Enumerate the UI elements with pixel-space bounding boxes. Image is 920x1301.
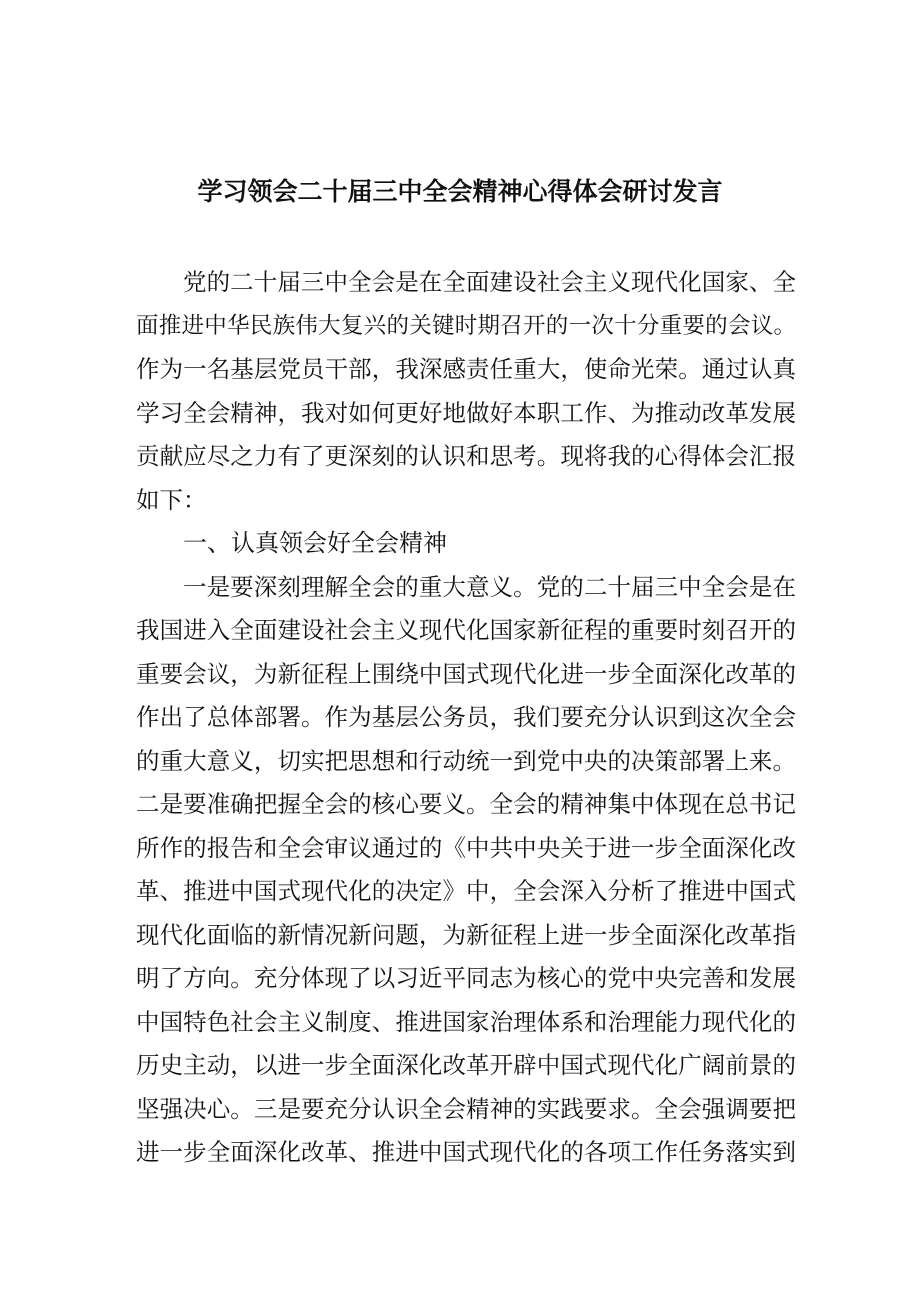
section-heading: 一、认真领会好全会精神 (183, 529, 447, 557)
paragraph-line: 重要会议，为新征程上围绕中国式现代化进一步全面深化改革的 (136, 659, 796, 688)
paragraph-line: 所作的报告和全会审议通过的《中共中央关于进一步全面深化改 (136, 833, 796, 862)
paragraph-line: 历史主动，以进一步全面深化改革开辟中国式现代化广阔前景的 (136, 1051, 796, 1079)
paragraph-line: 如下： (136, 485, 207, 514)
paragraph-line: 的重大意义，切实把思想和行动统一到党中央的决策部署上来。 (136, 746, 796, 775)
paragraph-line: 二是要准确把握全会的核心要义。全会的精神集中体现在总书记 (136, 790, 796, 818)
paragraph-line: 现代化面临的新情况新问题，为新征程上进一步全面深化改革指 (136, 920, 796, 949)
paragraph-line: 面推进中华民族伟大复兴的关键时期召开的一次十分重要的会议。 (136, 312, 796, 339)
document-body (136, 261, 796, 1175)
paragraph-line: 明了方向。充分体现了以习近平同志为核心的党中央完善和发展 (136, 964, 796, 992)
paragraph-line: 作出了总体部署。作为基层公务员，我们要充分认识到这次全会 (136, 703, 796, 731)
paragraph-line: 党的二十届三中全会是在全面建设社会主义现代化国家、全 (183, 268, 796, 296)
document-title: 学习领会二十届三中全会精神心得体会研讨发言 (197, 177, 723, 206)
paragraph-line: 我国进入全面建设社会主义现代化国家新征程的重要时刻召开的 (136, 616, 796, 644)
paragraph-line: 中国特色社会主义制度、推进国家治理体系和治理能力现代化的 (136, 1007, 796, 1036)
paragraph-line: 坚强决心。三是要充分认识全会精神的实践要求。全会强调要把 (136, 1094, 796, 1123)
paragraph-line: 学习全会精神，我对如何更好地做好本职工作、为推动改革发展 (136, 398, 796, 427)
paragraph-line: 一是要深刻理解全会的重大意义。党的二十届三中全会是在 (183, 572, 796, 601)
paragraph-line: 进一步全面深化改革、推进中国式现代化的各项工作任务落实到 (136, 1138, 796, 1166)
paragraph-line: 作为一名基层党员干部，我深感责任重大，使命光荣。通过认真 (136, 355, 796, 383)
paragraph-line: 贡献应尽之力有了更深刻的认识和思考。现将我的心得体会汇报 (136, 442, 796, 470)
paragraph-line: 革、推进中国式现代化的决定》中，全会深入分析了推进中国式 (136, 877, 796, 905)
